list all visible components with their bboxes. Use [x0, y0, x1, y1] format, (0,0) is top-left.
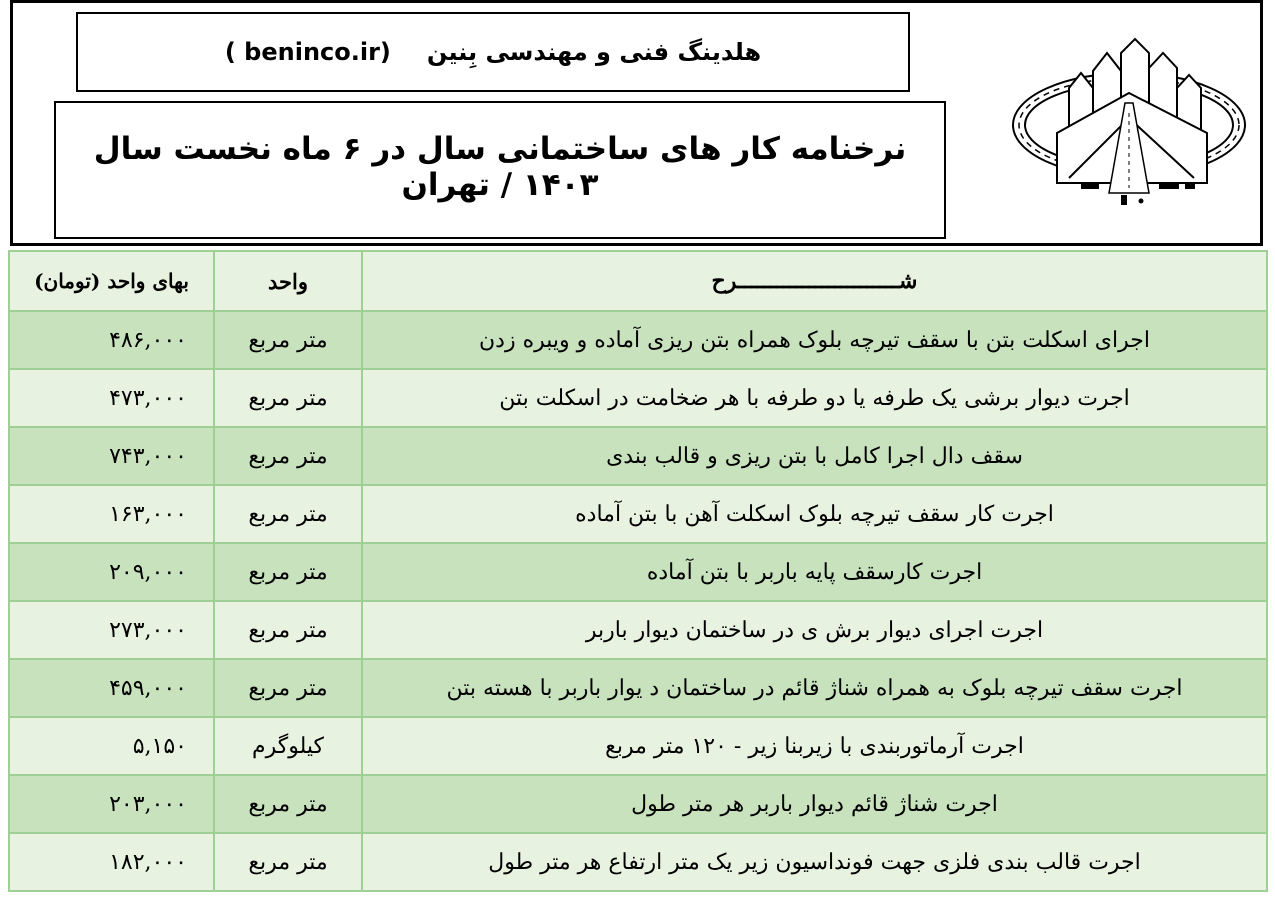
table-row: [9, 427, 1267, 485]
cell-unit: متر مربع: [214, 543, 362, 601]
price-table-container: [8, 250, 1268, 900]
table-row: [9, 717, 1267, 775]
column-header-unit-price: بهای واحد (تومان): [9, 251, 214, 311]
cell-price: ۴۵۹,۰۰۰: [9, 659, 214, 717]
cell-price: ۲۰۹,۰۰۰: [9, 543, 214, 601]
table-row: [9, 311, 1267, 369]
cell-unit: کیلوگرم: [214, 717, 362, 775]
document-title: نرخنامه کار های ساختمانی سال در ۶ ماه نخست سال ۱۴۰۳ / تهران: [93, 131, 907, 203]
cell-unit: متر مربع: [214, 833, 362, 891]
cell-price: ۲۰۳,۰۰۰: [9, 775, 214, 833]
cell-price: ۵,۱۵۰: [9, 717, 214, 775]
table-row: [9, 369, 1267, 427]
cell-price: ۴۸۶,۰۰۰: [9, 311, 214, 369]
cell-unit: متر مربع: [214, 485, 362, 543]
table-row: [9, 601, 1267, 659]
cell-price: ۴۷۳,۰۰۰: [9, 369, 214, 427]
table-row: [9, 485, 1267, 543]
cell-description: اجرت کار سقف تیرچه بلوک اسکلت آهن با بتن آماده: [362, 485, 1267, 543]
table-row: [9, 833, 1267, 891]
cell-description: اجرت دیوار برشی یک طرفه یا دو طرفه با هر ضخامت در اسکلت بتن: [362, 369, 1267, 427]
website-link[interactable]: ( beninco.ir): [224, 38, 391, 66]
company-name: هلدینگ فنی و مهندسی بِنین: [426, 38, 762, 66]
cell-unit: متر مربع: [214, 601, 362, 659]
cell-unit: متر مربع: [214, 311, 362, 369]
column-header-description: شـــــــــــــــــــــــــرح: [362, 251, 1267, 311]
table-row: [9, 775, 1267, 833]
cell-price: ۱۸۲,۰۰۰: [9, 833, 214, 891]
table-row: [9, 543, 1267, 601]
table-header-row: [9, 251, 1267, 311]
cell-description: اجرت آرماتوربندی با زیربنا زیر - ۱۲۰ متر مربع: [362, 717, 1267, 775]
company-banner: [76, 12, 910, 92]
cell-unit: متر مربع: [214, 659, 362, 717]
cell-unit: متر مربع: [214, 369, 362, 427]
cell-price: ۷۴۳,۰۰۰: [9, 427, 214, 485]
cell-description: اجرت سقف تیرچه بلوک به همراه شناژ قائم در ساختمان د یوار باربر با هسته بتن: [362, 659, 1267, 717]
page-header: [10, 0, 1263, 246]
cell-unit: متر مربع: [214, 427, 362, 485]
price-table: [8, 250, 1268, 892]
cell-description: اجرت شناژ قائم دیوار باربر هر متر طول: [362, 775, 1267, 833]
cell-description: اجرای اسکلت بتن با سقف تیرچه بلوک همراه بتن ریزی آماده و ویبره زدن: [362, 311, 1267, 369]
cell-description: سقف دال اجرا کامل با بتن ریزی و قالب بندی: [362, 427, 1267, 485]
document-title-box: [54, 101, 946, 239]
column-header-unit: واحد: [214, 251, 362, 311]
cell-description: اجرت قالب بندی فلزی جهت فونداسیون زیر یک متر ارتفاع هر متر طول: [362, 833, 1267, 891]
cell-price: ۱۶۳,۰۰۰: [9, 485, 214, 543]
cell-description: اجرت اجرای دیوار برش ی در ساختمان دیوار باربر: [362, 601, 1267, 659]
building-logo-icon: [1009, 33, 1249, 213]
cell-description: اجرت کارسقف پایه باربر با بتن آماده: [362, 543, 1267, 601]
cell-unit: متر مربع: [214, 775, 362, 833]
cell-price: ۲۷۳,۰۰۰: [9, 601, 214, 659]
table-row: [9, 659, 1267, 717]
